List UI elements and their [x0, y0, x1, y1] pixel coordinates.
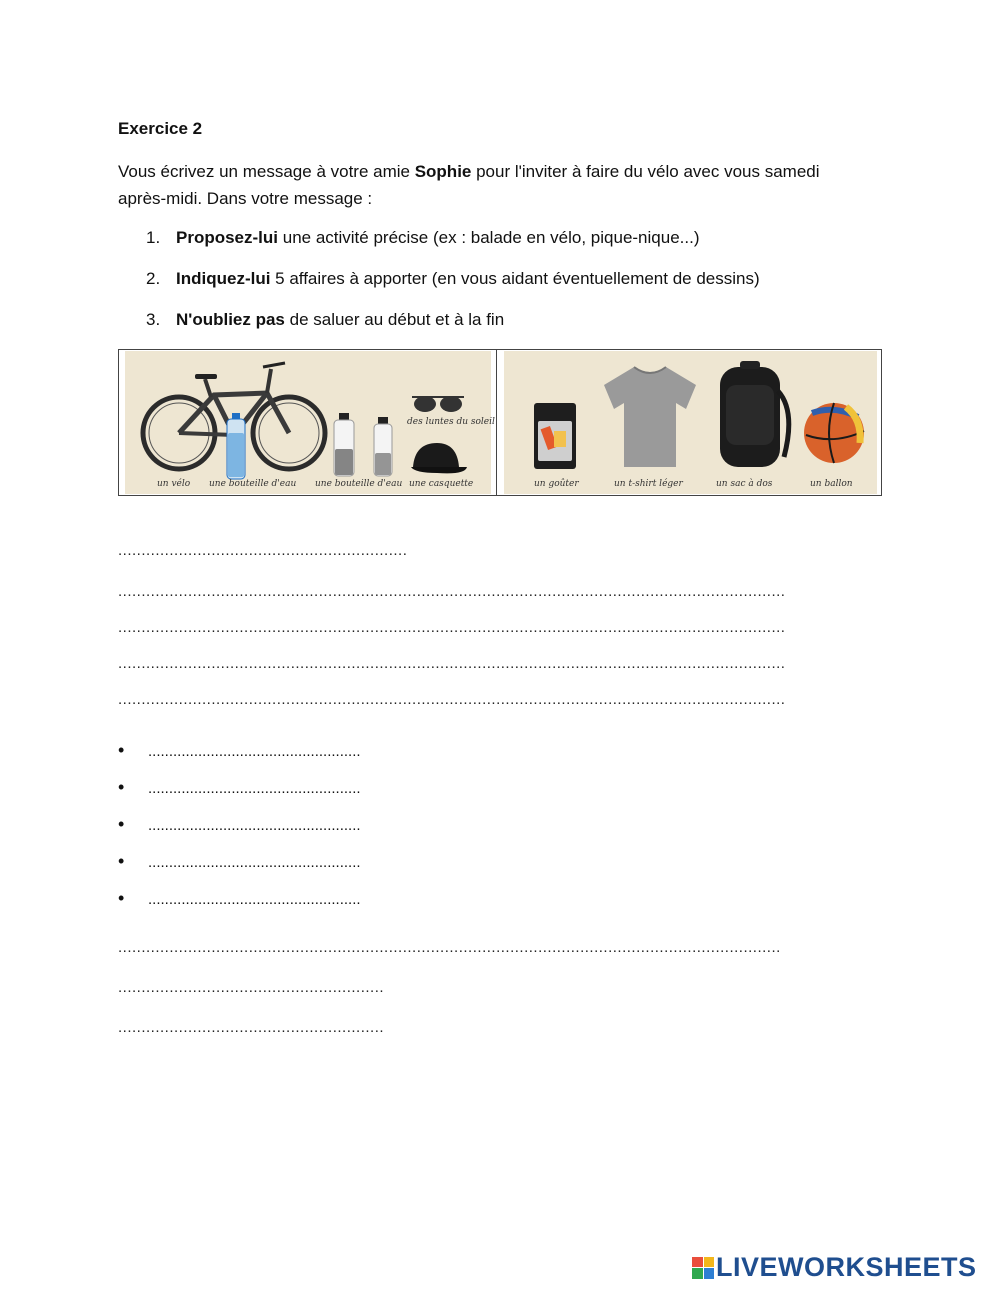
- caption-bottle-1: une bouteille d'eau: [209, 479, 297, 489]
- step-number: 2.: [146, 269, 161, 288]
- item-answer-line[interactable]: ...................................................: [148, 780, 361, 797]
- step-text: de saluer au début et à la fin: [284, 310, 505, 329]
- sunglasses-illustration: [410, 393, 466, 415]
- item-bullet-row: [118, 814, 361, 835]
- answer-line-greeting[interactable]: ..............................................................: [118, 542, 408, 559]
- caption-sunglasses: des luntes du soleil: [407, 417, 495, 427]
- ball-illustration: [802, 395, 866, 467]
- item-bullet-row: [118, 777, 361, 798]
- step-text: une activité précise (ex : balade en vélo, pique-nique...): [278, 228, 700, 247]
- panel-divider: [496, 350, 497, 495]
- small-water-bottle-illustration: [372, 417, 394, 477]
- caption-cap: une casquette: [409, 479, 474, 489]
- item-answer-line[interactable]: ...................................................: [148, 891, 361, 908]
- answer-line[interactable]: ...............................................................................................................................................: [118, 619, 786, 636]
- friend-name: Sophie: [414, 162, 472, 181]
- item-bullet-row: [118, 740, 361, 761]
- intro-text-end: pour l'inviter à faire du vélo avec vous samedi après-midi. Dans votre message :: [118, 162, 820, 208]
- step-keyword: Indiquez-lui: [176, 269, 271, 288]
- exercise-instructions: [118, 158, 858, 212]
- step-number: 1.: [146, 228, 161, 247]
- bullet-icon: •: [118, 740, 125, 760]
- answer-line[interactable]: ...............................................................................................................................................: [118, 655, 786, 672]
- left-image-panel: [125, 351, 495, 494]
- tshirt-illustration: [600, 363, 700, 471]
- answer-line[interactable]: ...............................................................................................................................................: [118, 583, 786, 600]
- caption-ball: un ballon: [810, 479, 853, 489]
- item-bullet-row: [118, 851, 361, 872]
- answer-line[interactable]: ...............................................................................................................................................: [118, 691, 786, 708]
- logo-icon: [692, 1257, 714, 1279]
- step-keyword: Proposez-lui: [176, 228, 279, 247]
- signature-line[interactable]: .........................................................: [118, 1019, 385, 1036]
- items-illustration: [118, 349, 882, 496]
- step-item: [146, 269, 760, 289]
- white-water-bottle-illustration: [332, 413, 356, 477]
- caption-snack: un goûter: [534, 479, 579, 489]
- logo-text: LIVEWORKSHEETS: [716, 1252, 977, 1282]
- caption-tshirt: un t-shirt léger: [614, 479, 683, 489]
- liveworksheets-logo: [692, 1252, 977, 1283]
- closing-line[interactable]: ..............................................................................................................................................: [118, 939, 781, 956]
- bullet-icon: •: [118, 888, 125, 908]
- item-answer-line[interactable]: ...................................................: [148, 817, 361, 834]
- closing-line[interactable]: .........................................................: [118, 979, 385, 996]
- item-bullet-row: [118, 888, 361, 909]
- snack-pouch-illustration: [532, 401, 578, 471]
- caption-backpack: un sac à dos: [716, 479, 773, 489]
- backpack-illustration: [712, 361, 796, 471]
- item-answer-line[interactable]: ...................................................: [148, 854, 361, 871]
- step-item: [146, 310, 504, 330]
- item-answer-line[interactable]: ...................................................: [148, 743, 361, 760]
- step-item: [146, 228, 700, 248]
- intro-text-start: Vous écrivez un message à votre amie: [118, 162, 415, 181]
- bullet-icon: •: [118, 777, 125, 797]
- caption-bike: un vélo: [157, 479, 191, 489]
- exercise-title: Exercice 2: [118, 119, 203, 138]
- bullet-icon: •: [118, 851, 125, 871]
- cap-illustration: [407, 439, 469, 477]
- step-keyword: N'oubliez pas: [176, 310, 285, 329]
- step-text: 5 affaires à apporter (en vous aidant éventuellement de dessins): [270, 269, 760, 288]
- bullet-icon: •: [118, 814, 125, 834]
- step-number: 3.: [146, 310, 161, 329]
- right-image-panel: [504, 351, 877, 494]
- caption-bottle-2: une bouteille d'eau: [315, 479, 403, 489]
- blue-water-bottle-illustration: [225, 413, 247, 481]
